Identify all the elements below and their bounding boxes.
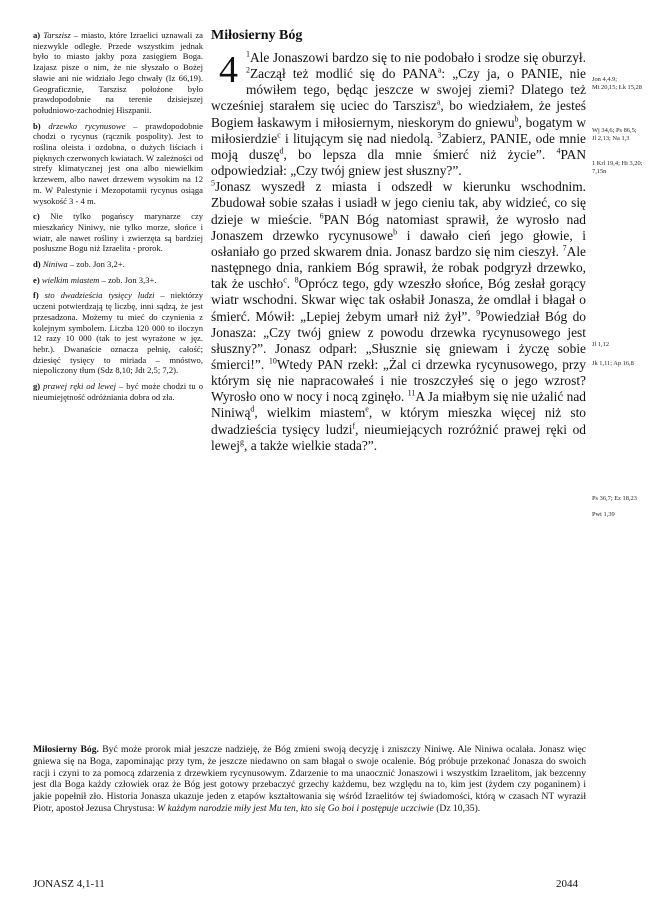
chapter-number: 4	[219, 49, 238, 91]
footnote-e: e) wielkim miastem – zob. Jon 3,3+.	[33, 274, 157, 285]
footnote-g: g) prawej ręki od lewej – być może chodzi tu o nieumiejętność odróżniania dobra od zła.	[33, 381, 203, 402]
commentary-block: Miłosierny Bóg. Być może prorok miał jeszcze nadzieję, że Bóg zmieni swoją decyzję i zniszczy Niniwę. Ale Niniwa ocalała. Jonasz więc gniewa się na Boga, zapominając przy tym, że jeszcze niedawno on sam błagał o swoje ocalenie. Bóg próbuje przekonać Jonasza do swoich racji i czyni to za pomocą zdarzenia z drzewkiem rycynusowym. Zdarzenie to ma unaocznić Jonaszowi i wszystkim Izraelitom, jak bezcenny jest dla Boga każdy człowiek oraz że Bóg jest gotowy przebaczyć grzechy każdemu, bez względu na to, kim jest (żydem czy poganinem) i jakie popełnił zło. Historia Jonasza ukazuje jeden z etapów kształtowania się wśród Izraelitów tej świadomości, którą w czasach NT wyraził Piotr, apostoł Jezusa Chrystusa: W każdym narodzie miły jest Mu ten, kto się Go boi i postępuje uczciwie (Dz 10,35).	[33, 744, 586, 814]
section-title: Miłosierny Bóg	[211, 28, 303, 43]
cross-ref: Wj 34,6; Ps 86,5;	[592, 127, 637, 134]
cross-ref: Jl 1,12	[592, 341, 610, 348]
footnote-b: b) drzewko rycynusowe – prawdopodobnie chodzi o rycynus (rącznik pospolity). Jest to roślina oleista i ozdobna, o dużych liściach i pięknych czerwonych kwiatach. W zależności od strefy klimatycznej jest ona albo niewielkim krzewem, albo nawet drzewem wysokim na 12 m. W Palestynie i Mezopotamii rycynus osiąga wysokość 3 - 4 m.	[33, 120, 203, 206]
running-footer-book: JONASZ 4,1-11	[33, 878, 105, 890]
page-number: 2044	[556, 878, 578, 890]
cross-ref: Mt 20,15; Łk 15,28	[592, 84, 642, 91]
paragraph-verses-1-4: 4 $^1$Ale Jonaszowi bardzo się to nie podobało i srodze się oburzył. $^2$Zaczął też modlić się do PANA$^a$: „Czy ja, o PANIE, nie mówiłem tego, będąc jeszcze w swojej ziemi? Dlatego też wcześniej starałem się uciec do Tarszisz$^a$, bo wiedziałem, że jesteś Bogiem łaskawym i miłosiernym, nieskorym do gniewu$^b$, bogatym w miłosierdzie$^c$ i litującym się nad niedolą. $^3$Zabierz, PANIE, ode mnie moją duszę$^d$, bo lepsza dla mnie śmierć niż życie”. $^4$PAN odpowiedział: „Czy twój gniew jest słuszny?”.	[211, 49, 587, 179]
cross-ref: Ps 36,7; Ez 18,23	[592, 495, 637, 502]
footnote-c: c) Nie tylko pogańscy marynarze czy mieszkańcy Niniwy, nie tylko morze, słońce i wiatr, ale nawet rośliny i zwierzęta są bardziej posłuszne Bogu niż Izraelita - prorok.	[33, 211, 204, 254]
footnote-f: f) sto dwadzieścia tysięcy ludzi – niektórzy uczeni potwierdzają tę liczbę, inni sądzą, że jest przesadzona. Możemy tu mieć do czynienia z kolejnym symbolem. Liczba 120 000 to iloczyn 12 razy 10 000 (tak to jest wyrażone w jęz. hebr.). Dwanaście oznacza pełnię, całość; dziesięć tysięcy to miriada – mnóstwo, niepoliczony tłum (Sdz 8,10; Jdt 2,5; 7,2).	[33, 290, 204, 376]
cross-ref: 1 Krl 19,4; Hi 3,20;	[592, 160, 643, 167]
cross-ref: Jon 4,4.9;	[592, 76, 618, 83]
cross-ref: 7,15n	[592, 168, 607, 175]
footnote-d: d) Niniwa – zob. Jon 3,2+.	[33, 259, 125, 270]
paragraph-verses-5-11: $^5$Jonasz wyszedł z miasta i odszedł w kierunku wschodnim. Zbudował sobie szałas i usiadł w jego cieniu tak, aby widzieć, co się dzieje w mieście. $^6$PAN Bóg natomiast sprawił, że wyrosło nad Jonaszem drzewko rycynusowe$^b$ i dawało cień jego głowie, i osłaniało go przed skwarem dnia. Jonasz bardzo się nim cieszył. $^7$Ale następnego dnia, rankiem Bóg sprawił, że robak podgryzł drzewko, tak że uschło$^c$. $^8$Oprócz tego, gdy wzeszło słońce, Bóg zesłał gorący wiatr wschodni. Skwar więc tak osłabił Jonasza, że omdlał i błagał o śmierć. Mówił: „Lepiej żebym umarł niż żył”. $^9$Powiedział Bóg do Jonasza: „Czy twój gniew z powodu drzewka rycynusowego jest słuszny?”. Jonasz odparł: „Słusznie się gniewam i życzę sobie śmierci!”. $^{10}$Wtedy PAN rzekł: „Żal ci drzewka rycynusowego, przy którym się nie napracowałeś i nie troszczyłeś się o jego wzrost? Wyrosło ono w nocy i nocą zginęło. $^{11}$A Ja miałbym się nie użalić nad Niniwą$^d$, wielkim miastem$^e$, w którym mieszka więcej niż sto dwadzieścia tysięcy ludzi$^f$, nieumiejących rozróżnić prawej ręki od lewej$^g$, a także wielkie stada?”.	[211, 178, 587, 453]
cross-ref: Jl 2,13; Na 1,3	[592, 135, 630, 142]
cross-ref: Pwt 1,39	[592, 511, 615, 518]
footnote-a: a) Tarszisz – miasto, które Izraelici uznawali za niezwykle odległe. Przede wszystkim jednak było to miasto jakby poza zasięgiem Boga. Izajasz pisze o nim, że nie słyszało o Bożej sławie ani nie widziało Jego chwały (Iz 66,19). Geograficznie, Tarszisz położone było prawdopodobnie na terenie dzisiejszej południowo-zachodniej Hiszpanii.	[33, 30, 203, 115]
main-text-column	[211, 28, 586, 454]
commentary-heading: Miłosierny Bóg.	[33, 744, 99, 755]
footnotes-column	[33, 30, 203, 408]
cross-ref: Jk 1,11; Ap 16,8	[592, 360, 634, 367]
